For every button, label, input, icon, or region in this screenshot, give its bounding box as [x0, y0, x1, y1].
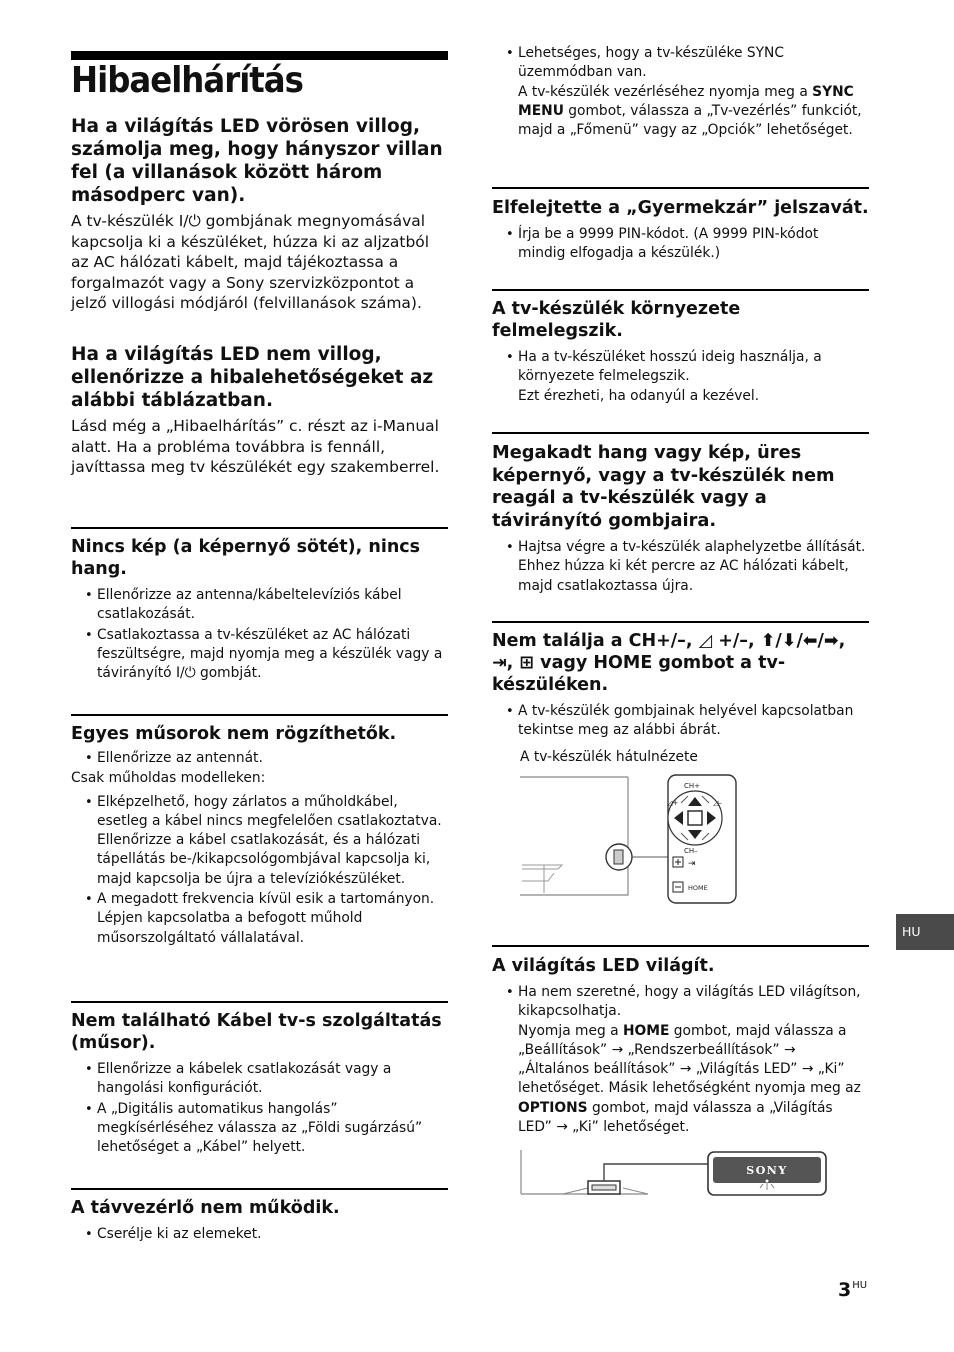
intro-no-blink [71, 343, 448, 478]
fig-vol-minus-icon: ◿– [713, 799, 722, 807]
list-item: • Ellenőrizze a kábelek csatlakozását vagy a hangolási konfigurációt. [71, 1060, 448, 1099]
fig-ch-minus: CH– [684, 847, 698, 855]
section-stuck-heading: Megakadt hang vagy kép, üres képernyő, vagy a tv-készülék nem reagál a tv-készülék vagy a távirányító gombjaira. [492, 442, 835, 531]
list-item: • Csatlakoztassa a tv-készüléket az AC hálózati feszültségre, majd nyomja meg a készülék vagy a távirányító I/⏻ gombját. [71, 626, 448, 684]
list-item: • Elképzelhető, hogy zárlatos a műholdkábel, esetleg a kábel nincs megfelelően csatlakoztatva. Ellenőrizze a kábel csatlakozását, és a hálózati tápellátás be-/kikapcsológombjával kapcsolja ki, majd kapcsolja be újra a televíziókészüléket. [71, 793, 448, 889]
title-rule [71, 51, 448, 60]
sync-menu-key: SYNC MENU [518, 83, 854, 119]
sync-text-3: gombot, válassza a „Tv-vezérlés” funkciót, majd a „Főmenü” vagy az „Opciók” lehetőséget. [518, 102, 862, 139]
list-item [492, 983, 869, 1137]
fig-home-label: HOME [688, 884, 708, 892]
satellite-note: Csak műholdas modelleken: [71, 770, 266, 787]
section-buttons [492, 621, 869, 742]
section-pin [492, 187, 869, 265]
section-pin-heading: Elfelejtette a „Gyermekzár” jelszavát. [492, 198, 869, 218]
page-number-value: 3 [838, 1279, 852, 1301]
list-item: • A tv-készülék gombjainak helyével kapcsolatban tekintse meg az alábbi ábrát. [492, 702, 869, 741]
section-heat [492, 289, 869, 407]
section-buttons-heading: Nem találja a CH+/–, ◿ +/–, ⬆/⬇/⬅/➡, ⇥, ⊞ vagy HOME gombot a tv-készüléken. [492, 631, 846, 695]
figure-label: A tv-készülék hátulnézete [520, 749, 698, 765]
list-item [492, 348, 869, 406]
intro-red-led-body: A tv-készülék I/⏻ gombjának megnyomásával kapcsolja ki a készüléket, húzza ki az aljzatból az AC hálózati kábelt, majd tájékoztassa a forgalmazót vagy a Sony szervizközpontot a jelző villogási módjáról (felvillanások száma). [71, 212, 430, 313]
list-item: • Ellenőrizze az antenna/kábeltelevíziós kábel csatlakozását. [71, 586, 448, 625]
section-no-record-heading: Egyes műsorok nem rögzíthetők. [71, 724, 397, 744]
led-indicator-icon [765, 1179, 769, 1183]
list-item: • A „Digitális automatikus hangolás” megkísérléséhez válassza az „Földi sugárzású” lehetőséget a „Kábel” helyett. [71, 1100, 448, 1158]
list-item [492, 44, 869, 140]
intro-red-led-heading: Ha a világítás LED vörösen villog, számolja meg, hogy hányszor villan fel (a villanások között három másodperc van). [71, 116, 443, 206]
intro-no-blink-body: Lásd még a „Hibaelhárítás” c. részt az i-Manual alatt. Ha a probléma továbbra is fennáll, javíttassa meg tv készülékét egy szakemberrel. [71, 417, 440, 477]
list-item: • Cserélje ki az elemeket. [71, 1225, 448, 1244]
page-number [838, 1279, 867, 1301]
section-remote [71, 1188, 448, 1245]
list-item: • Hajtsa végre a tv-készülék alaphelyzetbe állítását. Ehhez húzza ki két percre az AC hálózati kábelt, majd csatlakoztassa újra. [492, 538, 869, 596]
section-cable-heading: Nem található Kábel tv-s szolgáltatás (műsor). [71, 1011, 442, 1053]
section-stuck [492, 432, 869, 597]
list-item: • Ellenőrizze az antennát. [71, 749, 448, 768]
home-key: HOME [622, 1022, 670, 1039]
heat-extra: Ezt érezheti, ha odanyúl a kezével. [518, 387, 760, 404]
sync-text: Lehetséges, hogy a tv-készüléke SYNC üzemmódban van. [518, 45, 784, 81]
list-item: • A megadott frekvencia kívül esik a tartományon. Lépjen kapcsolatba a befogott műhold műsorszolgáltató vállalatával. [71, 890, 448, 948]
section-led-heading: A világítás LED világít. [492, 956, 715, 976]
section-no-picture-heading: Nincs kép (a képernyő sötét), nincs hang. [71, 537, 421, 579]
section-no-record [71, 714, 448, 949]
heat-text: Ha a tv-készüléket hosszú ideig használja, a környezete felmelegszik. [518, 349, 822, 385]
section-remote-heading: A távvezérlő nem működik. [71, 1198, 340, 1218]
intro-red-led [71, 115, 448, 314]
tv-back-figure [518, 773, 748, 908]
options-key: OPTIONS [518, 1099, 588, 1116]
section-led [492, 945, 869, 1138]
led-p1a: Nyomja meg a [518, 1022, 623, 1039]
intro-no-blink-heading: Ha a világítás LED nem villog, ellenőrizze a hibalehetőségeket az alábbi táblázatban. [71, 344, 434, 411]
section-heat-heading: A tv-készülék környezete felmelegszik. [492, 299, 741, 341]
sony-logo: SONY [746, 1164, 788, 1177]
sync-text-2: A tv-készülék vezérléséhez nyomja meg a [518, 83, 808, 100]
led-p1b: gombot, majd válassza a „Beállítások” → „Rendszerbeállítások” → „Általános beállítások” → „Világítás LED” → „Ki” lehetőséget. Másik lehetőségként nyomja meg az [518, 1022, 861, 1097]
section-sync [492, 44, 869, 141]
language-tab: HU [896, 914, 954, 950]
fig-input-icon: ⇥ [688, 859, 696, 869]
page-number-suffix: HU [852, 1280, 868, 1291]
page-title: Hibaelhárítás [71, 60, 303, 101]
fig-vol-plus-icon: ◿+ [667, 799, 679, 807]
led-text: Ha nem szeretné, hogy a világítás LED világítson, kikapcsolhatja. [518, 984, 861, 1020]
list-item: • Írja be a 9999 PIN-kódot. (A 9999 PIN-kódot mindig elfogadja a készülék.) [492, 225, 869, 264]
led-p1c: gombot, majd válassza a „Világítás LED” → „Ki” lehetőséget. [518, 1099, 833, 1136]
led-figure [518, 1148, 830, 1200]
fig-ch-plus: CH+ [684, 782, 701, 790]
section-no-picture [71, 527, 448, 684]
section-cable [71, 1001, 448, 1158]
